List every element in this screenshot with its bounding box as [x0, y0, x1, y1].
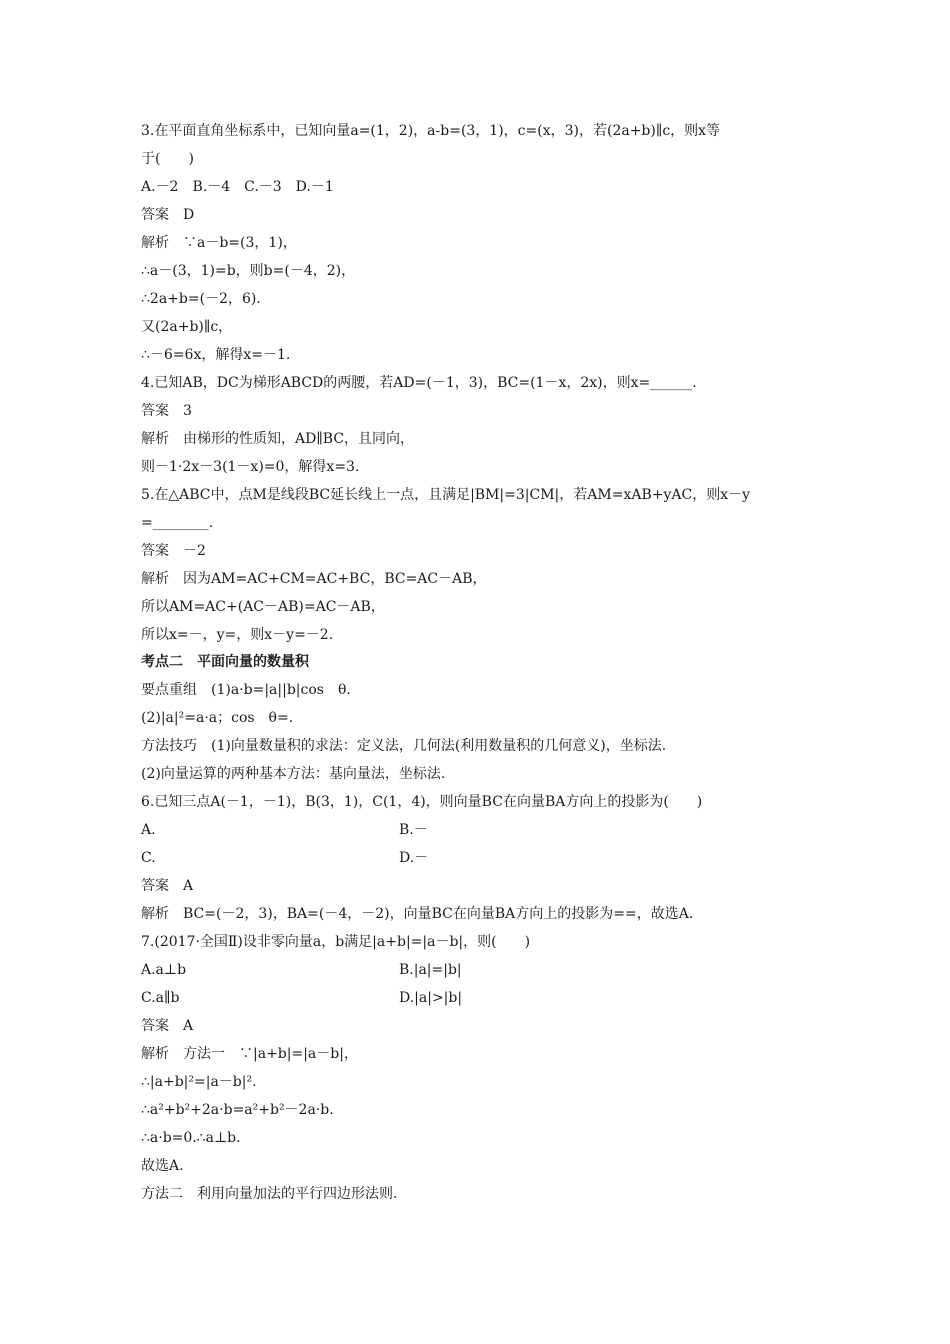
method-tips-1: 方法技巧 (1)向量数量积的求法：定义法，几何法(利用数量积的几何意义)，坐标法.	[141, 738, 667, 754]
q4-analysis-1: 解析 由梯形的性质知，AD∥BC，且同向，	[141, 431, 415, 447]
q7-stem: 7.(2017·全国Ⅱ)设非零向量a，b满足|a+b|=|a－b|，则( )	[141, 934, 531, 950]
q3-analysis-5: ∴－6=6x，解得x=－1.	[141, 347, 291, 363]
q7-analysis-3: ∴a²+b²+2a·b=a²+b²－2a·b.	[141, 1102, 334, 1118]
method-tips-2: (2)向量运算的两种基本方法：基向量法，坐标法.	[141, 766, 446, 782]
key-points-2: (2)|a|²=a·a；cos θ=.	[141, 710, 294, 726]
section-heading: 考点二 平面向量的数量积	[141, 654, 309, 670]
q7-analysis-4: ∴a·b=0.∴a⊥b.	[141, 1130, 241, 1146]
q7-answer: 答案 A	[141, 1018, 194, 1034]
q5-answer: 答案 －2	[141, 543, 206, 559]
q5-analysis-1: 解析 因为AM=AC+CM=AC+BC，BC=AC－AB，	[141, 571, 487, 587]
q6-option-a: A.	[141, 822, 156, 838]
q5-analysis-3: 所以x=－，y=，则x－y=－2.	[141, 627, 334, 643]
q6-answer: 答案 A	[141, 878, 194, 894]
q7-analysis-1: 解析 方法一 ∵|a+b|=|a－b|，	[141, 1046, 358, 1062]
q7-method-two: 方法二 利用向量加法的平行四边形法则.	[141, 1186, 398, 1202]
q3-answer: 答案 D	[141, 207, 195, 223]
q7-analysis-5: 故选A.	[141, 1158, 184, 1174]
q4-analysis-2: 则－1·2x－3(1－x)=0，解得x=3.	[141, 459, 360, 475]
q7-option-c: C.a∥b	[141, 990, 180, 1006]
q7-option-b: B.|a|=|b|	[399, 962, 462, 978]
q6-option-b: B.－	[399, 822, 428, 838]
q6-analysis: 解析 BC=(－2，3)，BA=(－4，－2)，向量BC在向量BA方向上的投影为==，故选A.	[141, 906, 694, 922]
q6-option-d: D.－	[399, 850, 429, 866]
q3-stem-line1: 3.在平面直角坐标系中，已知向量a=(1，2)，a-b=(3，1)，c=(x，3)，若(2a+b)∥c，则x等	[141, 123, 721, 139]
q7-analysis-2: ∴|a+b|²=|a－b|².	[141, 1074, 257, 1090]
q4-stem: 4.已知AB，DC为梯形ABCD的两腰，若AD=(－1，3)，BC=(1－x，2x)，则x=______.	[141, 375, 697, 391]
q3-options: A.－2 B.－4 C.－3 D.－1	[141, 179, 334, 195]
q6-option-c: C.	[141, 850, 156, 866]
q3-analysis-1: 解析 ∵a－b=(3，1)，	[141, 235, 297, 251]
q7-option-a: A.a⊥b	[141, 962, 187, 978]
q5-stem-line1: 5.在△ABC中，点M是线段BC延长线上一点，且满足|BM|=3|CM|，若AM=xAB+yAC，则x－y	[141, 487, 750, 503]
q3-analysis-3: ∴2a+b=(－2，6).	[141, 291, 261, 307]
q4-answer: 答案 3	[141, 403, 192, 419]
q7-option-d: D.|a|>|b|	[399, 990, 463, 1006]
q3-analysis-4: 又(2a+b)∥c，	[141, 319, 233, 335]
q5-analysis-2: 所以AM=AC+(AC－AB)=AC－AB，	[141, 599, 385, 615]
q3-stem-line2: 于( )	[141, 151, 194, 167]
q6-stem: 6.已知三点A(－1，－1)，B(3，1)，C(1，4)，则向量BC在向量BA方向上的投影为( )	[141, 794, 703, 810]
q3-analysis-2: ∴a－(3，1)=b，则b=(－4，2)，	[141, 263, 356, 279]
key-points-1: 要点重组 (1)a·b=|a||b|cos θ.	[141, 682, 351, 698]
q5-stem-line2: =________.	[141, 515, 214, 531]
